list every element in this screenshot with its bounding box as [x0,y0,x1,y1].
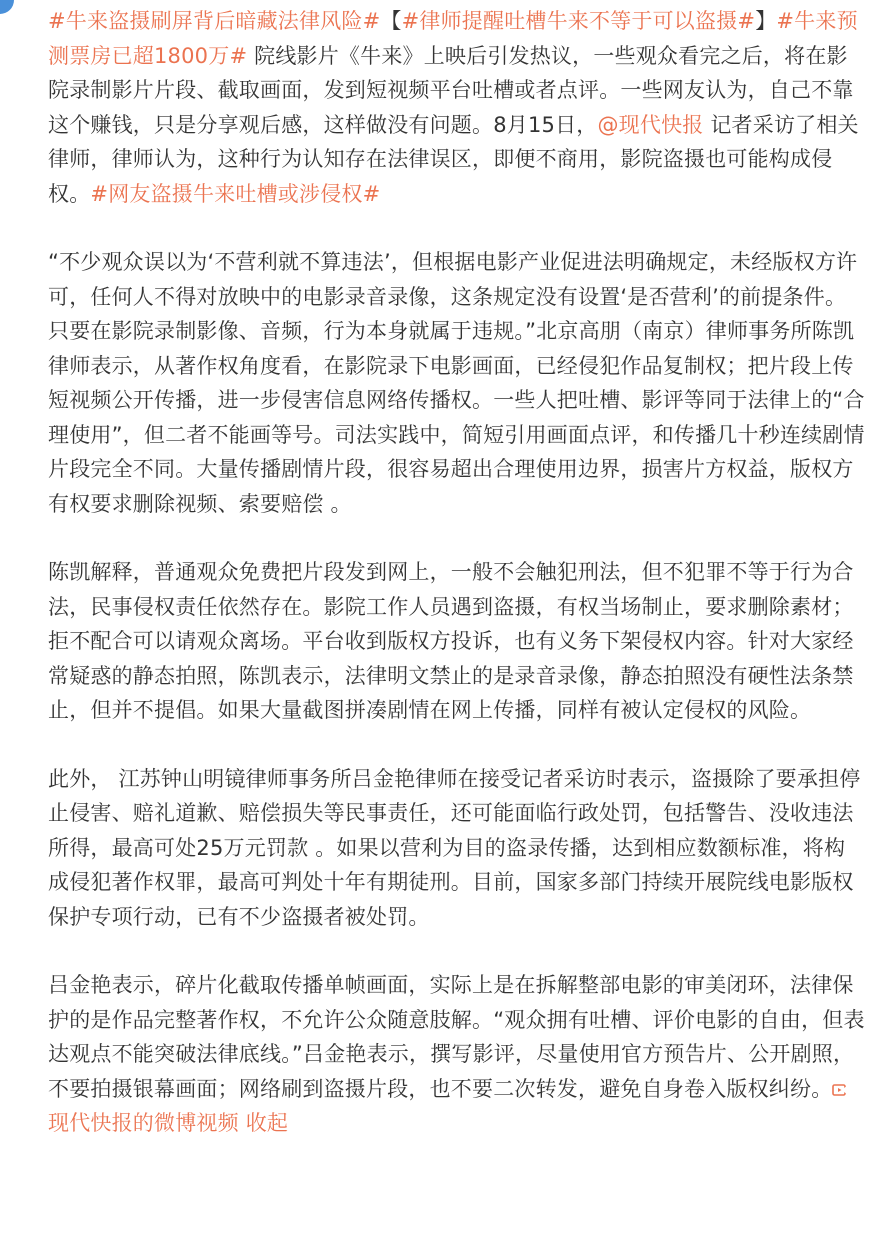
video-link-label: 现代快报的微博视频 [48,1111,239,1135]
bracket-open: 【 [380,9,402,33]
avatar[interactable] [0,0,14,14]
hashtag-link[interactable]: #律师提醒吐槽牛来不等于可以盗摄# [401,9,756,33]
paragraph-text: 记者采访了相关律师，律师认为，这种行为认知存在法律误区，即便不商用，影院盗摄也可能构成侵权。 [48,112,859,206]
paragraph-5 [48,968,865,1141]
paragraph-4: 此外， 江苏钟山明镜律师事务所吕金艳律师在接受记者采访时表示，盗摄除了要承担停止侵害、赔礼道歉、赔偿损失等民事责任，还可能面临行政处罚，包括警告、没收违法所得，最高可处25万元罚款 。如果以营利为目的盗录传播，达到相应数额标准，将构成侵犯著作权罪，最高可判处十年有期徒刑。目前，国家多部门持续开展院线电影版权保护专项行动，已有不少盗摄者被处罚。 [48,766,861,929]
bracket-close: 】 [755,9,777,33]
hashtag-link[interactable]: #牛来盗摄刷屏背后暗藏法律风险# [48,9,381,33]
collapse-link[interactable]: 收起 [245,1111,289,1135]
paragraph-text: 吕金艳表示，碎片化截取传播单帧画面，实际上是在拆解整部电影的审美闭环，法律保护的是作品完整著作权，不允许公众随意肢解。“观众拥有吐槽、评价电影的自由，但表达观点不能突破法律底线。”吕金艳表示，撰写影评，尽量使用官方预告片、公开剧照，不要拍摄银幕画面；网络刷到盗摄片段，也不要二次转发，避免自身卷入版权纠纷。 [48,973,865,1101]
mention-link[interactable]: @现代快报 [597,112,704,137]
video-icon [832,1083,848,1097]
paragraph-2: “不少观众误以为‘不营利就不算违法’，但根据电影产业促进法明确规定，未经版权方许可，任何人不得对放映中的电影录音录像，这条规定没有设置‘是否营利’的前提条件。只要在影院录制影像、音频，行为本身就属于违规。”北京高朋（南京）律师事务所陈凯律师表示，从著作权角度看，在影院录下电影画面，已经侵犯作品复制权；把片段上传短视频公开传播，进一步侵害信息网络传播权。一些人把吐槽、影评等同于法律上的“合理使用”，但二者不能画等号。司法实践中，简短引用画面点评，和传播几十秒连续剧情片段完全不同。大量传播剧情片段，很容易超出合理使用边界，损害片方权益，版权方有权要求删除视频、索要赔偿 。 [48,250,865,516]
paragraph-1 [48,4,865,211]
paragraph-3: 陈凯解释，普通观众免费把片段发到网上，一般不会触犯刑法，但不犯罪不等于行为合法，民事侵权责任依然存在。影院工作人员遇到盗摄，有权当场制止，要求删除素材；拒不配合可以请观众离场。平台收到版权方投诉，也有义务下架侵权内容。针对大家经常疑惑的静态拍照，陈凯表示，法律明文禁止的是录音录像，静态拍照没有硬性法条禁止，但并不提倡。如果大量截图拼凑剧情在网上传播，同样有被认定侵权的风险。 [48,560,854,722]
paragraph-text: 院线影片《牛来》上映后引发热议，一些观众看完之后，将在影院录制影片片段、截取画面，发到短视频平台吐槽或者点评。一些网友认为，自己不靠这个赚钱，只是分享观后感，这样做没有问题。8月15日， [48,43,854,137]
hashtag-link[interactable]: #网友盗摄牛来吐槽或涉侵权# [90,181,381,206]
hashtag-link[interactable]: #牛来预测票房已超1800万# [48,9,858,68]
